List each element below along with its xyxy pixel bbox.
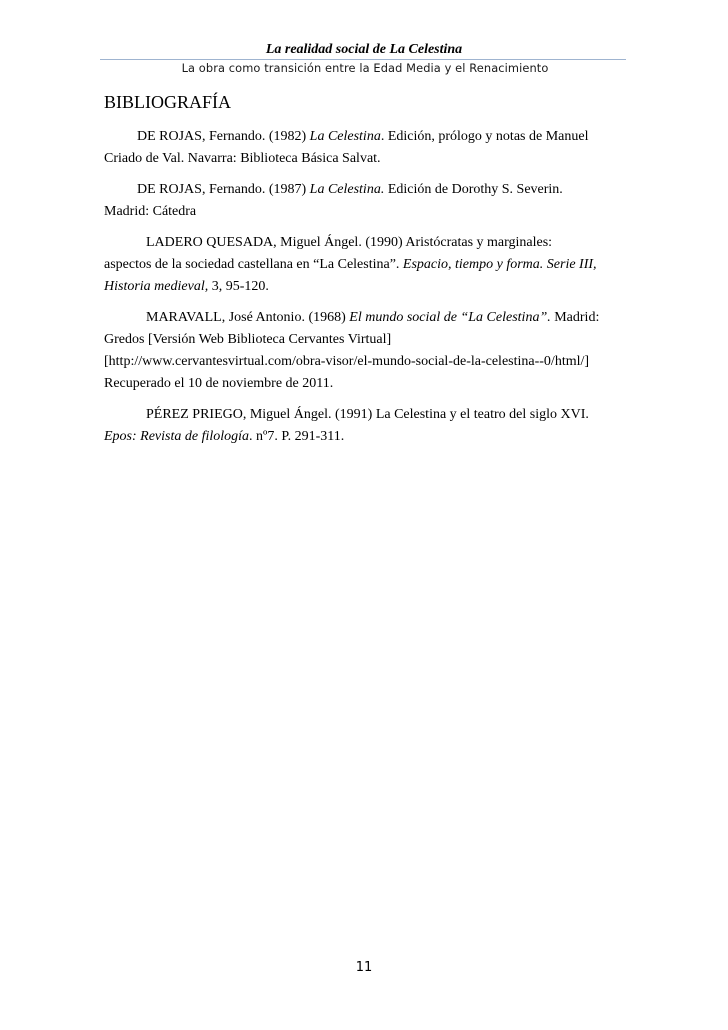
entry-word: Virtual] xyxy=(347,332,392,347)
entry-line xyxy=(104,254,624,276)
entry-line: PÉREZ PRIEGO, Miguel Ángel. (1991) La Celestina y el teatro del siglo XVI. xyxy=(146,407,589,422)
entry-text: 3, 95-120. xyxy=(208,279,269,294)
entry-text: DE ROJAS, Fernando. (1982) xyxy=(137,129,310,144)
running-header-subtitle: La obra como transición entre la Edad Media y el Renacimiento xyxy=(181,61,549,75)
entry-title: El mundo social de “La Celestina”. xyxy=(349,310,551,325)
entry-word: Biblioteca xyxy=(227,332,285,347)
bibliography-entry xyxy=(104,404,624,448)
entry-word: Gredos xyxy=(104,332,145,347)
entry-text: aspectos de la sociedad castellana en “La Celestina”. xyxy=(104,257,403,272)
entry-line: LADERO QUESADA, Miguel Ángel. (1990) Aristócratas y marginales: xyxy=(146,235,553,250)
entry-word: Cervantes xyxy=(288,332,345,347)
page-number: 11 xyxy=(355,960,373,975)
bibliography-list xyxy=(104,126,624,457)
entry-line xyxy=(104,426,624,448)
entry-journal: Historia medieval, xyxy=(104,279,209,294)
entry-text: MARAVALL, José Antonio. (1968) xyxy=(146,310,350,325)
entry-title: La Celestina. xyxy=(309,182,385,197)
entry-journal: Epos: Revista de filología xyxy=(104,429,250,444)
entry-title: La Celestina xyxy=(309,129,381,144)
entry-line: Madrid: Cátedra xyxy=(104,204,197,219)
bibliography-entry xyxy=(104,307,624,395)
section-heading: BIBLIOGRAFÍA xyxy=(104,92,232,112)
entry-word: [Versión xyxy=(147,332,196,347)
entry-word: Web xyxy=(198,332,224,347)
entry-journal: Espacio, tiempo y forma. Serie III, xyxy=(402,257,597,272)
entry-line: Recuperado el 10 de noviembre de 2011. xyxy=(104,376,334,391)
entry-text: . nº7. P. 291-311. xyxy=(249,429,345,444)
bibliography-entry xyxy=(104,179,624,223)
entry-text: . Edición, prólogo y notas de Manuel xyxy=(380,129,589,144)
entry-line xyxy=(104,179,624,201)
entry-url: [http://www.cervantesvirtual.com/obra-visor/el-mundo-social-de-la-celestina--0/html/] xyxy=(104,354,590,369)
bibliography-entry xyxy=(104,126,624,170)
entry-line xyxy=(104,126,624,148)
entry-text: Madrid: xyxy=(550,310,600,325)
entry-line: Criado de Val. Navarra: Biblioteca Básica Salvat. xyxy=(104,151,381,166)
running-header-title: La realidad social de La Celestina xyxy=(265,42,463,57)
header-divider xyxy=(100,59,626,60)
bibliography-entry xyxy=(104,232,624,298)
entry-text: Edición de Dorothy S. Severin. xyxy=(384,182,563,197)
entry-line xyxy=(104,307,624,329)
entry-line xyxy=(104,276,624,298)
entry-line xyxy=(104,329,624,351)
entry-text: DE ROJAS, Fernando. (1987) xyxy=(137,182,310,197)
